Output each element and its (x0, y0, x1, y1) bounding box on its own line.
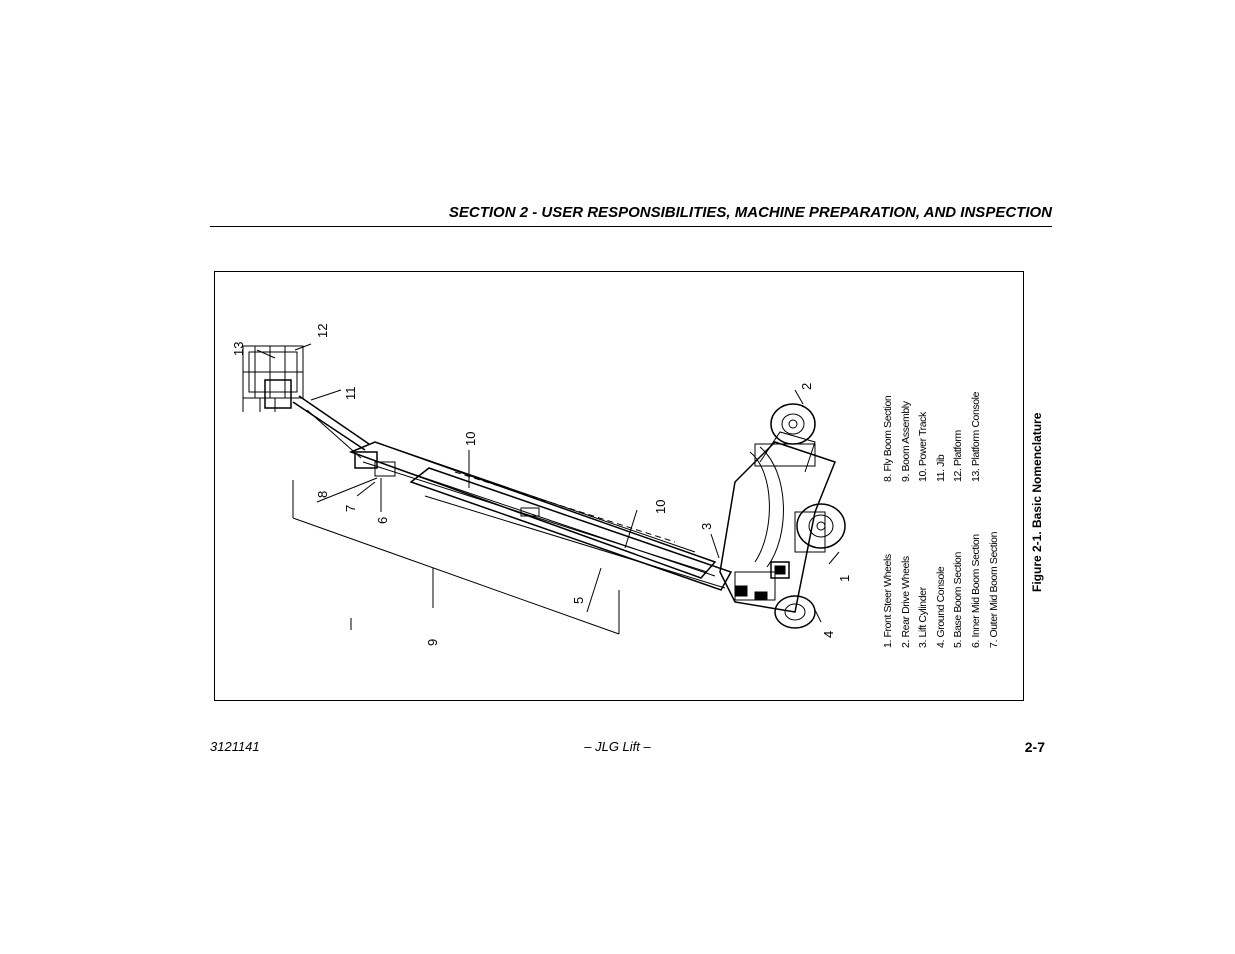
boom-assembly-bracket (293, 480, 619, 634)
header-rule (210, 226, 1052, 227)
figure-caption: Figure 2-1. Basic Nomenclature (1030, 412, 1044, 592)
callout-8: 8 (315, 490, 330, 498)
footer-center-text: – JLG Lift – (584, 739, 651, 754)
callout-13: 13 (231, 341, 246, 356)
callout-11: 11 (343, 386, 358, 400)
callout-4: 4 (821, 630, 836, 638)
legend-item: 11. Jib (934, 454, 947, 482)
section-header: SECTION 2 - USER RESPONSIBILITIES, MACHINE PREPARATION, AND INSPECTION (448, 204, 1052, 221)
legend-item: 13. Platform Console (969, 391, 982, 482)
legend-item: 12. Platform (952, 430, 965, 482)
legend-item: 1. Front Steer Wheels (882, 554, 894, 648)
boom-drawing (351, 442, 731, 590)
page-number: 2-7 (1024, 739, 1045, 755)
chassis-drawing (720, 432, 835, 612)
callout-7: 7 (343, 504, 358, 512)
callout-12: 12 (315, 323, 330, 338)
legend-item: 7. Outer Mid Boom Section (987, 531, 1000, 648)
legend-item: 5. Base Boom Section (952, 552, 965, 648)
callout-5: 5 (571, 596, 586, 604)
legend-item: 10. Power Track (917, 412, 930, 482)
callout-1: 1 (837, 574, 852, 582)
legend-item: 9. Boom Assembly (899, 401, 912, 482)
callout-2: 2 (799, 382, 814, 390)
legend-item: 4. Ground Console (934, 566, 947, 648)
legend-items-1-7 (880, 532, 1003, 648)
legend-item: 8. Fly Boom Section (882, 395, 894, 482)
document-number: 3121141 (210, 739, 260, 754)
callout-10-upper: 10 (463, 431, 478, 446)
wheels-drawing (771, 404, 845, 628)
callout-6: 6 (375, 516, 390, 524)
callout-3: 3 (699, 522, 714, 530)
legend-items-8-13 (880, 392, 986, 482)
callout-10-lower: 10 (653, 499, 668, 514)
legend-item: 3. Lift Cylinder (917, 587, 930, 648)
callout-9: 9 (425, 638, 440, 646)
legend-item: 6. Inner Mid Boom Section (969, 534, 982, 648)
legend-item: 2. Rear Drive Wheels (899, 556, 912, 648)
